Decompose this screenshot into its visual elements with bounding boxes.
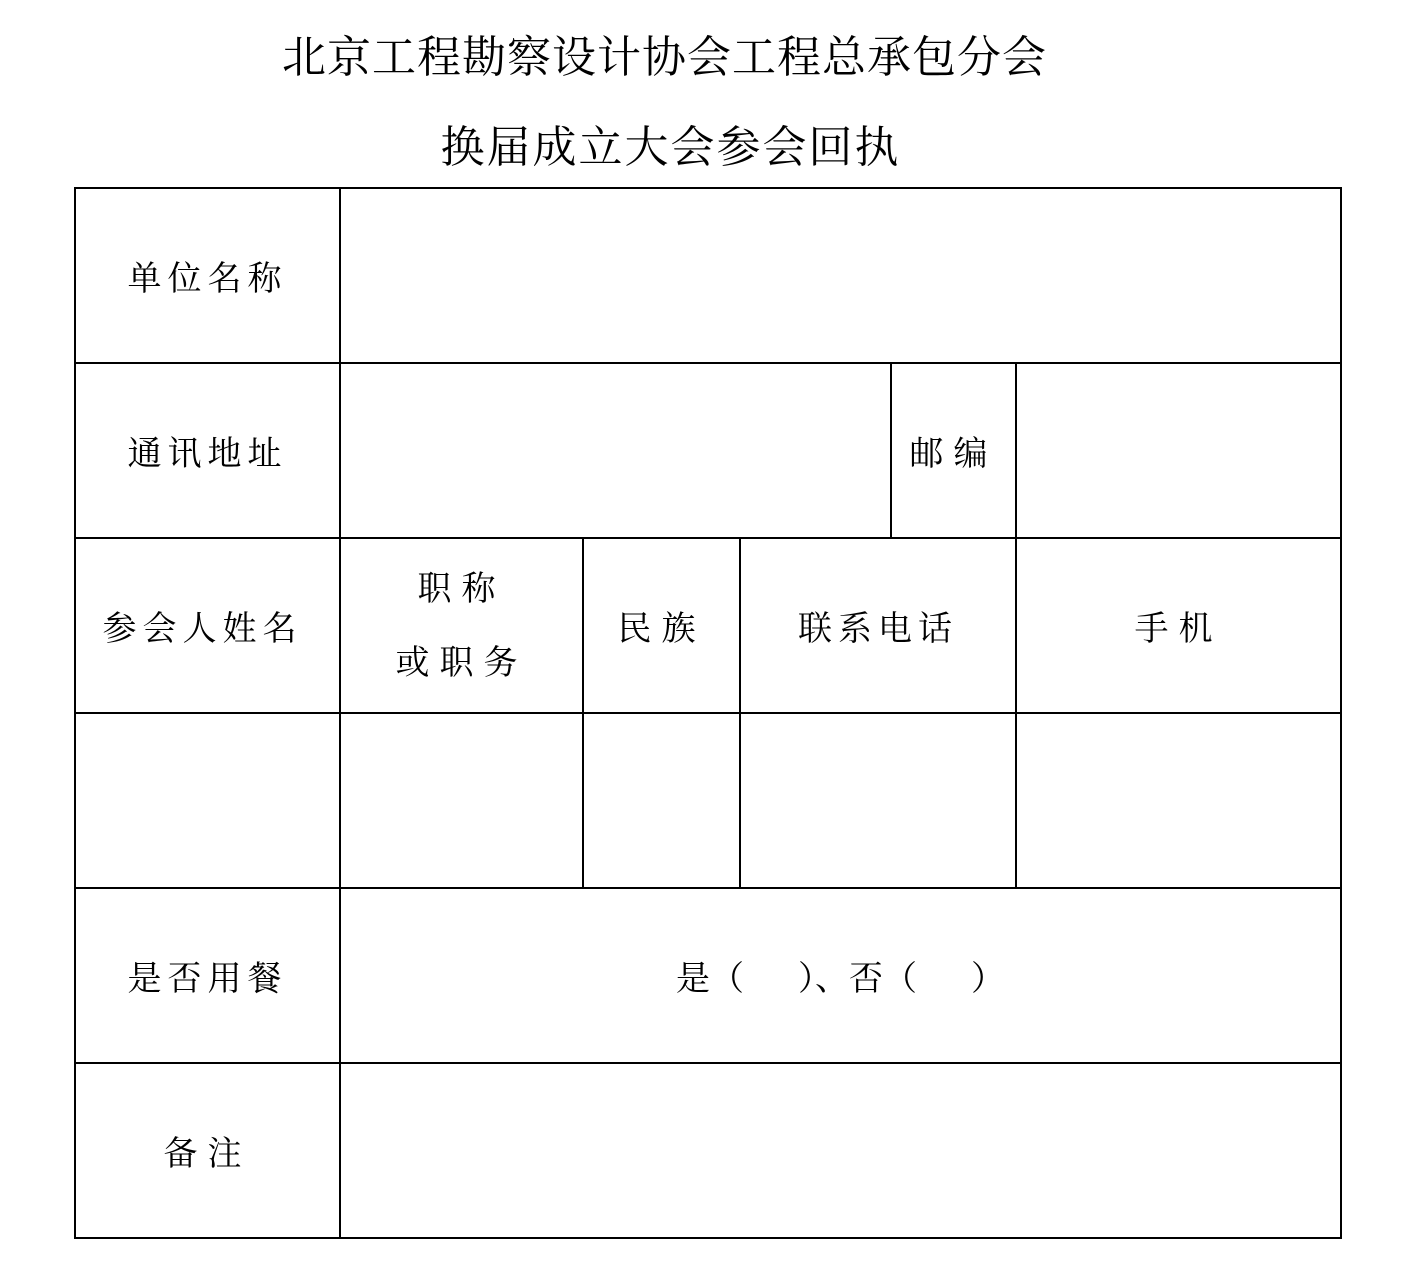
remarks-field[interactable] (340, 1063, 1341, 1238)
remarks-label: 备注 (75, 1063, 340, 1238)
title-label-line2: 或职务 (395, 642, 528, 683)
row-address (75, 363, 1341, 538)
registration-form-table (74, 187, 1342, 1239)
postcode-label: 邮编 (891, 363, 1016, 538)
unit-name-field[interactable] (340, 188, 1341, 363)
document-title-line2: 换届成立大会参会回执 (440, 122, 901, 173)
attendee-phone-field[interactable] (740, 713, 1016, 888)
attendee-name-label: 参会人姓名 (75, 538, 340, 713)
row-meal (75, 888, 1341, 1063)
meal-label: 是否用餐 (75, 888, 340, 1063)
meal-options-text: 是（ ）、否（ ） (675, 959, 1006, 999)
address-label: 通讯地址 (75, 363, 340, 538)
ethnicity-label: 民族 (583, 538, 740, 713)
phone-label: 联系电话 (740, 538, 1016, 713)
unit-name-label: 单位名称 (75, 188, 340, 363)
row-attendee-entry (75, 713, 1341, 888)
row-attendee-headers (75, 538, 1341, 713)
attendee-mobile-field[interactable] (1016, 713, 1341, 888)
document-title-line1: 北京工程勘察设计协会工程总承包分会 (282, 32, 1047, 83)
meal-options-field[interactable] (340, 888, 1341, 1063)
attendee-ethnicity-field[interactable] (583, 713, 740, 888)
mobile-label: 手机 (1016, 538, 1341, 713)
row-remarks (75, 1063, 1341, 1238)
title-label-line1: 职称 (417, 568, 506, 609)
attendee-title-field[interactable] (340, 713, 583, 888)
address-field[interactable] (340, 363, 891, 538)
title-position-label (340, 538, 583, 713)
attendee-name-field[interactable] (75, 713, 340, 888)
postcode-field[interactable] (1016, 363, 1341, 538)
row-unit-name (75, 188, 1341, 363)
